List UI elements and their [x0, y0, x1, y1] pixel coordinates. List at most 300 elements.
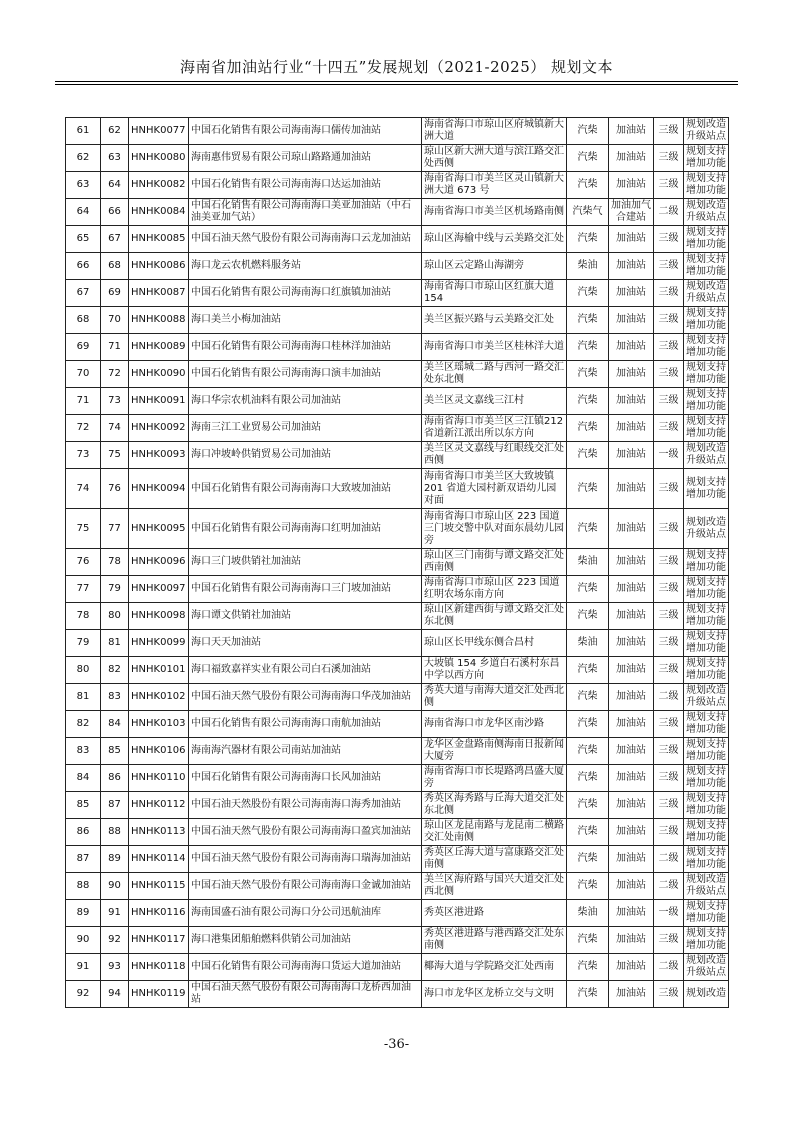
fuel-type-cell: 汽柴: [567, 226, 609, 253]
fuel-type-cell: 汽柴: [567, 469, 609, 509]
fuel-type-cell: 汽柴: [567, 415, 609, 442]
station-address-cell: 秀英区港进路: [422, 900, 567, 927]
row-number-cell: 64: [101, 172, 129, 199]
row-number-cell: 84: [101, 711, 129, 738]
row-index-cell: 70: [66, 361, 101, 388]
row-index-cell: 86: [66, 819, 101, 846]
station-address-cell: 海南省海口市长堤路鸿昌盛大厦旁: [422, 765, 567, 792]
station-grade-cell: 三级: [654, 792, 684, 819]
row-index-cell: 72: [66, 415, 101, 442]
fuel-type-cell: 汽柴: [567, 509, 609, 549]
fuel-type-cell: 柴油: [567, 900, 609, 927]
fuel-type-cell: 柴油: [567, 630, 609, 657]
table-row: [66, 927, 729, 954]
station-code-cell: HNHK0086: [129, 253, 189, 280]
row-number-cell: 71: [101, 334, 129, 361]
table-row: [66, 388, 729, 415]
station-address-cell: 秀英区海秀路与丘海大道交汇处东北侧: [422, 792, 567, 819]
station-code-cell: HNHK0119: [129, 981, 189, 1008]
table-row: [66, 307, 729, 334]
row-index-cell: 71: [66, 388, 101, 415]
station-address-cell: 琼山区新大洲大道与滨江路交汇处西侧: [422, 145, 567, 172]
station-type-cell: 加油站: [609, 657, 654, 684]
plan-category-cell: 规划支持增加功能: [684, 145, 729, 172]
station-code-cell: HNHK0098: [129, 603, 189, 630]
row-index-cell: 62: [66, 145, 101, 172]
station-type-cell: 加油站: [609, 954, 654, 981]
station-type-cell: 加油站: [609, 549, 654, 576]
station-grade-cell: 三级: [654, 738, 684, 765]
plan-category-cell: 规划支持增加功能: [684, 630, 729, 657]
row-index-cell: 78: [66, 603, 101, 630]
station-type-cell: 加油站: [609, 630, 654, 657]
station-code-cell: HNHK0097: [129, 576, 189, 603]
plan-category-cell: 规划改造升级站点: [684, 873, 729, 900]
station-code-cell: HNHK0118: [129, 954, 189, 981]
row-number-cell: 90: [101, 873, 129, 900]
fuel-type-cell: 汽柴: [567, 711, 609, 738]
station-name-cell: 中国石油天然气股份有限公司海南海口金诚加油站: [189, 873, 422, 900]
table-row: [66, 765, 729, 792]
plan-category-cell: 规划支持增加功能: [684, 711, 729, 738]
row-index-cell: 83: [66, 738, 101, 765]
station-name-cell: 海口龙云农机燃料服务站: [189, 253, 422, 280]
station-name-cell: 中国石化销售有限公司海南海口达运加油站: [189, 172, 422, 199]
row-number-cell: 91: [101, 900, 129, 927]
station-code-cell: HNHK0088: [129, 307, 189, 334]
station-type-cell: 加油站: [609, 280, 654, 307]
station-type-cell: 加油站: [609, 981, 654, 1008]
row-number-cell: 83: [101, 684, 129, 711]
station-grade-cell: 三级: [654, 603, 684, 630]
station-type-cell: 加油站: [609, 765, 654, 792]
station-name-cell: 中国石化销售有限公司海南海口美亚加油站（中石油美亚加气站）: [189, 199, 422, 226]
station-grade-cell: 三级: [654, 226, 684, 253]
row-index-cell: 88: [66, 873, 101, 900]
fuel-type-cell: 汽柴: [567, 738, 609, 765]
station-address-cell: 海南省海口市美兰区大致坡镇201 省道大园村新双语幼儿园对面: [422, 469, 567, 509]
table-row: [66, 118, 729, 145]
row-number-cell: 73: [101, 388, 129, 415]
station-type-cell: 加油站: [609, 509, 654, 549]
fuel-type-cell: 汽柴: [567, 765, 609, 792]
plan-category-cell: 规划支持增加功能: [684, 576, 729, 603]
row-number-cell: 79: [101, 576, 129, 603]
station-grade-cell: 三级: [654, 469, 684, 509]
station-name-cell: 海口三门坡供销社加油站: [189, 549, 422, 576]
table-row: [66, 900, 729, 927]
station-grade-cell: 三级: [654, 118, 684, 145]
station-code-cell: HNHK0080: [129, 145, 189, 172]
header-rule-bottom: [55, 84, 738, 85]
station-code-cell: HNHK0089: [129, 334, 189, 361]
station-type-cell: 加油站: [609, 469, 654, 509]
station-grade-cell: 三级: [654, 765, 684, 792]
row-index-cell: 85: [66, 792, 101, 819]
station-type-cell: 加油站: [609, 603, 654, 630]
plan-category-cell: 规划支持增加功能: [684, 738, 729, 765]
station-type-cell: 加油站: [609, 334, 654, 361]
station-name-cell: 中国石化销售有限公司海南海口红旗镇加油站: [189, 280, 422, 307]
station-grade-cell: 三级: [654, 334, 684, 361]
table-row: [66, 172, 729, 199]
row-index-cell: 82: [66, 711, 101, 738]
station-code-cell: HNHK0082: [129, 172, 189, 199]
row-index-cell: 67: [66, 280, 101, 307]
station-type-cell: 加油站: [609, 711, 654, 738]
station-code-cell: HNHK0095: [129, 509, 189, 549]
row-number-cell: 77: [101, 509, 129, 549]
station-name-cell: 海南三江工业贸易公司加油站: [189, 415, 422, 442]
row-index-cell: 87: [66, 846, 101, 873]
row-index-cell: 79: [66, 630, 101, 657]
station-code-cell: HNHK0106: [129, 738, 189, 765]
table-row: [66, 509, 729, 549]
station-code-cell: HNHK0115: [129, 873, 189, 900]
plan-category-cell: 规划支持增加功能: [684, 765, 729, 792]
table-row: [66, 603, 729, 630]
station-address-cell: 秀英大道与南海大道交汇处西北侧: [422, 684, 567, 711]
page-number: -36-: [383, 1037, 410, 1052]
station-grade-cell: 三级: [654, 145, 684, 172]
fuel-type-cell: 汽柴: [567, 603, 609, 630]
row-number-cell: 72: [101, 361, 129, 388]
station-type-cell: 加油站: [609, 846, 654, 873]
station-grade-cell: 二级: [654, 846, 684, 873]
station-code-cell: HNHK0096: [129, 549, 189, 576]
station-grade-cell: 三级: [654, 927, 684, 954]
row-index-cell: 74: [66, 469, 101, 509]
row-number-cell: 62: [101, 118, 129, 145]
station-name-cell: 中国石化销售有限公司海南海口儒传加油站: [189, 118, 422, 145]
station-grade-cell: 三级: [654, 981, 684, 1008]
row-index-cell: 66: [66, 253, 101, 280]
station-address-cell: 海南省海口市龙华区南沙路: [422, 711, 567, 738]
station-grade-cell: 三级: [654, 549, 684, 576]
station-type-cell: 加油站: [609, 927, 654, 954]
station-grade-cell: 三级: [654, 576, 684, 603]
station-name-cell: 中国石化销售有限公司海南海口桂林洋加油站: [189, 334, 422, 361]
station-name-cell: 中国石油天然气股份有限公司海南海口华茂加油站: [189, 684, 422, 711]
station-code-cell: HNHK0110: [129, 765, 189, 792]
row-number-cell: 63: [101, 145, 129, 172]
station-grade-cell: 三级: [654, 388, 684, 415]
station-name-cell: 海南惠伟贸易有限公司琼山路路通加油站: [189, 145, 422, 172]
plan-category-cell: 规划改造升级站点: [684, 509, 729, 549]
station-name-cell: 中国石化销售有限公司海南海口红明加油站: [189, 509, 422, 549]
station-address-cell: 椰海大道与学院路交汇处西南: [422, 954, 567, 981]
table-row: [66, 738, 729, 765]
station-type-cell: 加油站: [609, 873, 654, 900]
station-code-cell: HNHK0114: [129, 846, 189, 873]
station-name-cell: 中国石油天然股份有限公司海南海口海秀加油站: [189, 792, 422, 819]
plan-category-cell: 规划支持增加功能: [684, 388, 729, 415]
plan-category-cell: 规划支持增加功能: [684, 846, 729, 873]
plan-category-cell: 规划支持增加功能: [684, 415, 729, 442]
table-row: [66, 280, 729, 307]
station-name-cell: 海口冲坡岭供销贸易公司加油站: [189, 442, 422, 469]
table-row: [66, 981, 729, 1008]
station-address-cell: 美兰区瑶城二路与西河一路交汇处东北侧: [422, 361, 567, 388]
station-address-cell: 美兰区海府路与国兴大道交汇处西北侧: [422, 873, 567, 900]
table-row: [66, 630, 729, 657]
station-grade-cell: 三级: [654, 253, 684, 280]
station-name-cell: 海口天天加油站: [189, 630, 422, 657]
station-type-cell: 加油站: [609, 361, 654, 388]
plan-category-cell: 规划改造升级站点: [684, 684, 729, 711]
fuel-type-cell: 汽柴: [567, 172, 609, 199]
fuel-type-cell: 汽柴: [567, 657, 609, 684]
row-number-cell: 85: [101, 738, 129, 765]
table-row: [66, 549, 729, 576]
fuel-type-cell: 汽柴气: [567, 199, 609, 226]
station-type-cell: 加油站: [609, 900, 654, 927]
row-number-cell: 67: [101, 226, 129, 253]
station-grade-cell: 三级: [654, 361, 684, 388]
plan-category-cell: 规划支持增加功能: [684, 172, 729, 199]
station-name-cell: 海南海汽器材有限公司南站加油站: [189, 738, 422, 765]
row-index-cell: 81: [66, 684, 101, 711]
station-type-cell: 加油站: [609, 576, 654, 603]
station-code-cell: HNHK0112: [129, 792, 189, 819]
row-number-cell: 69: [101, 280, 129, 307]
station-grade-cell: 三级: [654, 415, 684, 442]
table-row: [66, 657, 729, 684]
station-grade-cell: 二级: [654, 873, 684, 900]
station-type-cell: 加油站: [609, 415, 654, 442]
station-grade-cell: 一级: [654, 442, 684, 469]
header-rule-top: [55, 81, 738, 82]
station-address-cell: 琼山区新建西街与谭文路交汇处东北侧: [422, 603, 567, 630]
table-row: [66, 576, 729, 603]
row-index-cell: 68: [66, 307, 101, 334]
station-name-cell: 中国石化销售有限公司海南海口三门坡加油站: [189, 576, 422, 603]
row-index-cell: 89: [66, 900, 101, 927]
fuel-type-cell: 汽柴: [567, 576, 609, 603]
station-grade-cell: 三级: [654, 630, 684, 657]
station-code-cell: HNHK0091: [129, 388, 189, 415]
station-name-cell: 中国石油天然气股份有限公司海南海口龙桥西加油站: [189, 981, 422, 1008]
table-row: [66, 361, 729, 388]
fuel-type-cell: 汽柴: [567, 334, 609, 361]
station-code-cell: HNHK0093: [129, 442, 189, 469]
station-code-cell: HNHK0084: [129, 199, 189, 226]
station-address-cell: 琼山区三门南街与谭文路交汇处西南侧: [422, 549, 567, 576]
plan-category-cell: 规划改造升级站点: [684, 954, 729, 981]
station-code-cell: HNHK0117: [129, 927, 189, 954]
row-index-cell: 69: [66, 334, 101, 361]
row-index-cell: 77: [66, 576, 101, 603]
fuel-type-cell: 汽柴: [567, 307, 609, 334]
row-index-cell: 92: [66, 981, 101, 1008]
station-address-cell: 琼山区龙昆南路与龙昆南二横路交汇处南侧: [422, 819, 567, 846]
row-index-cell: 65: [66, 226, 101, 253]
station-grade-cell: 三级: [654, 509, 684, 549]
plan-category-cell: 规划改造升级站点: [684, 199, 729, 226]
plan-category-cell: 规划支持增加功能: [684, 469, 729, 509]
station-name-cell: 中国石化销售有限公司海南海口南航加油站: [189, 711, 422, 738]
station-address-cell: 琼山区海榆中线与云美路交汇处: [422, 226, 567, 253]
station-type-cell: 加油站: [609, 819, 654, 846]
station-type-cell: 加油站: [609, 684, 654, 711]
station-grade-cell: 三级: [654, 280, 684, 307]
station-grade-cell: 三级: [654, 172, 684, 199]
plan-category-cell: 规划支持增加功能: [684, 226, 729, 253]
station-code-cell: HNHK0101: [129, 657, 189, 684]
fuel-type-cell: 汽柴: [567, 846, 609, 873]
row-index-cell: 90: [66, 927, 101, 954]
station-name-cell: 中国石化销售有限公司海南海口大致坡加油站: [189, 469, 422, 509]
station-code-cell: HNHK0077: [129, 118, 189, 145]
fuel-type-cell: 汽柴: [567, 981, 609, 1008]
row-number-cell: 87: [101, 792, 129, 819]
row-number-cell: 88: [101, 819, 129, 846]
plan-category-cell: 规划支持增加功能: [684, 334, 729, 361]
row-index-cell: 73: [66, 442, 101, 469]
fuel-type-cell: 柴油: [567, 253, 609, 280]
station-type-cell: 加油站: [609, 792, 654, 819]
plan-category-cell: 规划支持增加功能: [684, 361, 729, 388]
table-row: [66, 954, 729, 981]
plan-category-cell: 规划改造升级站点: [684, 280, 729, 307]
page-header-title: 海南省加油站行业“十四五”发展规划（2021-2025） 规划文本: [179, 58, 614, 76]
row-index-cell: 61: [66, 118, 101, 145]
plan-category-cell: 规划改造升级站点: [684, 442, 729, 469]
row-number-cell: 74: [101, 415, 129, 442]
station-name-cell: 中国石化销售有限公司海南海口货运大道加油站: [189, 954, 422, 981]
table-row: [66, 442, 729, 469]
station-address-cell: 秀英区港进路与港西路交汇处东南侧: [422, 927, 567, 954]
station-name-cell: 中国石化销售有限公司海南海口演丰加油站: [189, 361, 422, 388]
station-name-cell: 海口美兰小梅加油站: [189, 307, 422, 334]
station-grade-cell: 二级: [654, 954, 684, 981]
fuel-type-cell: 汽柴: [567, 954, 609, 981]
fuel-type-cell: 汽柴: [567, 280, 609, 307]
station-name-cell: 海口福致嘉祥实业有限公司白石溪加油站: [189, 657, 422, 684]
row-number-cell: 82: [101, 657, 129, 684]
row-number-cell: 86: [101, 765, 129, 792]
fuel-type-cell: 汽柴: [567, 361, 609, 388]
table-row: [66, 334, 729, 361]
fuel-type-cell: 汽柴: [567, 927, 609, 954]
plan-category-cell: 规划支持增加功能: [684, 549, 729, 576]
table-row: [66, 199, 729, 226]
station-type-cell: 加油站: [609, 442, 654, 469]
fuel-type-cell: 汽柴: [567, 145, 609, 172]
station-name-cell: 海南国盛石油有限公司海口分公司迅航油库: [189, 900, 422, 927]
station-type-cell: 加油加气合建站: [609, 199, 654, 226]
row-number-cell: 70: [101, 307, 129, 334]
station-address-cell: 美兰区振兴路与云美路交汇处: [422, 307, 567, 334]
station-grade-cell: 三级: [654, 711, 684, 738]
station-code-cell: HNHK0099: [129, 630, 189, 657]
row-number-cell: 68: [101, 253, 129, 280]
station-address-cell: 美兰区灵文嘉线与红眼线交汇处西侧: [422, 442, 567, 469]
row-number-cell: 80: [101, 603, 129, 630]
table-row: [66, 711, 729, 738]
station-code-cell: HNHK0092: [129, 415, 189, 442]
row-number-cell: 81: [101, 630, 129, 657]
row-number-cell: 76: [101, 469, 129, 509]
plan-category-cell: 规划支持增加功能: [684, 657, 729, 684]
station-grade-cell: 三级: [654, 307, 684, 334]
table-row: [66, 253, 729, 280]
fuel-type-cell: 汽柴: [567, 873, 609, 900]
station-code-cell: HNHK0103: [129, 711, 189, 738]
station-type-cell: 加油站: [609, 388, 654, 415]
station-type-cell: 加油站: [609, 738, 654, 765]
station-name-cell: 中国石油天然气股份有限公司海南海口瑞海加油站: [189, 846, 422, 873]
row-number-cell: 75: [101, 442, 129, 469]
table-row: [66, 145, 729, 172]
table-row: [66, 819, 729, 846]
station-address-cell: 琼山区长甲线东侧合昌村: [422, 630, 567, 657]
table-row: [66, 684, 729, 711]
row-index-cell: 80: [66, 657, 101, 684]
station-code-cell: HNHK0094: [129, 469, 189, 509]
row-index-cell: 91: [66, 954, 101, 981]
station-grade-cell: 一级: [654, 900, 684, 927]
station-type-cell: 加油站: [609, 307, 654, 334]
fuel-type-cell: 汽柴: [567, 442, 609, 469]
station-type-cell: 加油站: [609, 253, 654, 280]
row-number-cell: 78: [101, 549, 129, 576]
station-name-cell: 中国石油天然气股份有限公司海南海口云龙加油站: [189, 226, 422, 253]
table-row: [66, 469, 729, 509]
row-number-cell: 93: [101, 954, 129, 981]
fuel-type-cell: 汽柴: [567, 792, 609, 819]
station-grade-cell: 二级: [654, 199, 684, 226]
plan-category-cell: 规划支持增加功能: [684, 603, 729, 630]
station-address-cell: 海南省海口市美兰区机场路南侧: [422, 199, 567, 226]
station-address-cell: 秀英区丘海大道与富康路交汇处南侧: [422, 846, 567, 873]
plan-category-cell: 规划支持增加功能: [684, 819, 729, 846]
station-name-cell: 海口华宗农机油料有限公司加油站: [189, 388, 422, 415]
fuel-type-cell: 汽柴: [567, 388, 609, 415]
station-address-cell: 海南省海口市琼山区 223 国道红明农场东南方向: [422, 576, 567, 603]
plan-category-cell: 规划改造升级站点: [684, 118, 729, 145]
station-address-cell: 琼山区云定路山海湖旁: [422, 253, 567, 280]
station-name-cell: 中国石化销售有限公司海南海口长风加油站: [189, 765, 422, 792]
row-index-cell: 64: [66, 199, 101, 226]
plan-category-cell: 规划支持增加功能: [684, 927, 729, 954]
row-number-cell: 66: [101, 199, 129, 226]
station-address-cell: 海口市龙华区龙桥立交与文明: [422, 981, 567, 1008]
table-row: [66, 415, 729, 442]
table-row: [66, 226, 729, 253]
row-number-cell: 92: [101, 927, 129, 954]
fuel-type-cell: 汽柴: [567, 819, 609, 846]
fuel-type-cell: 汽柴: [567, 684, 609, 711]
plan-category-cell: 规划支持增加功能: [684, 253, 729, 280]
fuel-type-cell: 汽柴: [567, 118, 609, 145]
station-type-cell: 加油站: [609, 172, 654, 199]
plan-category-cell: 规划支持增加功能: [684, 307, 729, 334]
table-body: [66, 118, 729, 1008]
station-type-cell: 加油站: [609, 118, 654, 145]
station-address-cell: 海南省海口市琼山区红旗大道154: [422, 280, 567, 307]
station-type-cell: 加油站: [609, 145, 654, 172]
plan-category-cell: 规划支持增加功能: [684, 900, 729, 927]
station-address-cell: 海南省海口市美兰区灵山镇新大洲大道 673 号: [422, 172, 567, 199]
row-number-cell: 89: [101, 846, 129, 873]
station-address-cell: 龙华区金盘路南侧海南日报新闻大厦旁: [422, 738, 567, 765]
station-grade-cell: 三级: [654, 819, 684, 846]
station-code-cell: HNHK0090: [129, 361, 189, 388]
row-index-cell: 63: [66, 172, 101, 199]
station-address-cell: 海南省海口市美兰区桂林洋大道: [422, 334, 567, 361]
row-number-cell: 94: [101, 981, 129, 1008]
